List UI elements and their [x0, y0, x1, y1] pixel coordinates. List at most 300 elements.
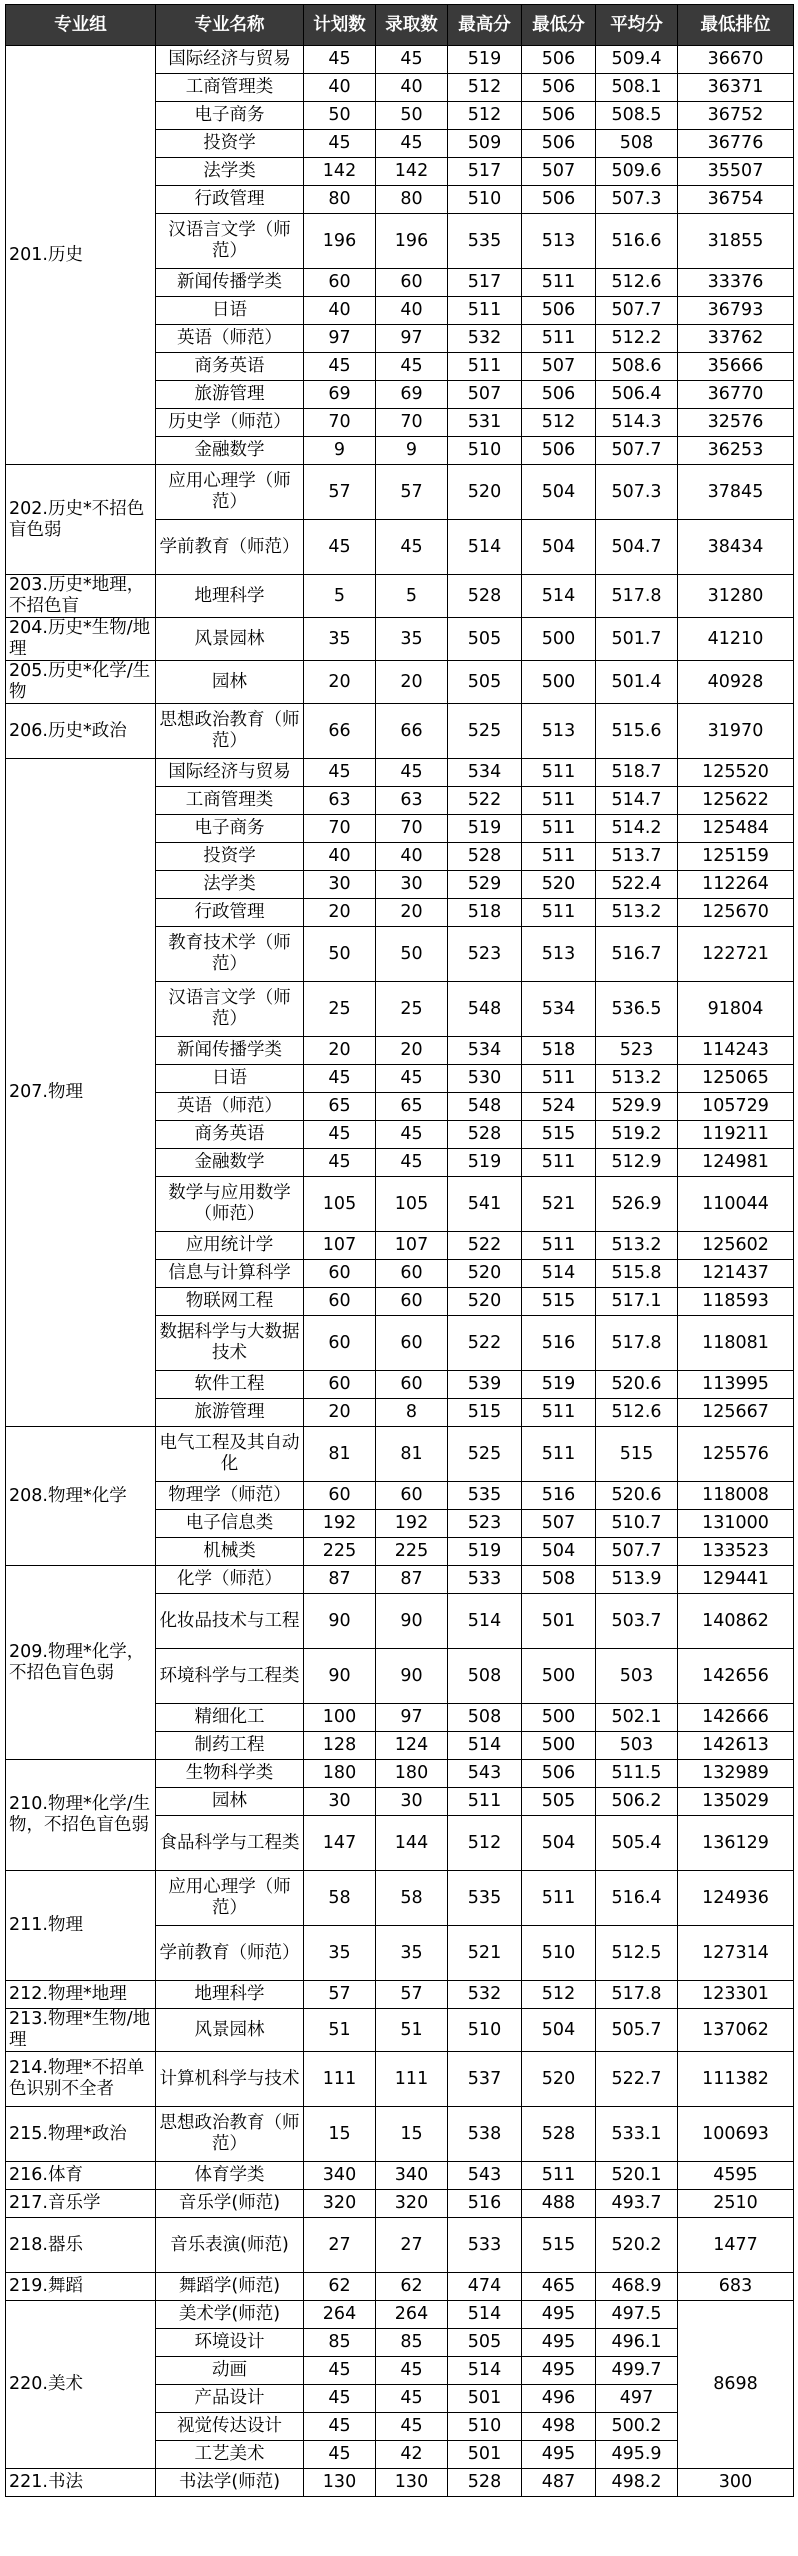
major-name-cell: 思想政治教育（师范） [156, 704, 304, 759]
admitted-count-cell: 57 [376, 1981, 448, 2009]
max-score-cell: 520 [448, 1260, 522, 1288]
avg-score-cell: 468.9 [596, 2273, 678, 2301]
min-rank-cell: 8698 [678, 2301, 794, 2469]
min-score-cell: 511 [522, 1871, 596, 1926]
max-score-cell: 511 [448, 297, 522, 325]
max-score-cell: 514 [448, 2357, 522, 2385]
table-row [6, 1427, 794, 1482]
max-score-cell: 529 [448, 871, 522, 899]
avg-score-cell: 512.5 [596, 1926, 678, 1981]
max-score-cell: 531 [448, 409, 522, 437]
admission-table-container [5, 4, 793, 2497]
avg-score-cell: 515 [596, 1427, 678, 1482]
table-row [6, 661, 794, 704]
plan-count-cell: 27 [304, 2218, 376, 2273]
min-score-cell: 496 [522, 2385, 596, 2413]
plan-count-cell: 45 [304, 1149, 376, 1177]
admitted-count-cell: 51 [376, 2009, 448, 2052]
plan-count-cell: 105 [304, 1177, 376, 1232]
admitted-count-cell: 66 [376, 704, 448, 759]
min-rank-cell: 125159 [678, 843, 794, 871]
avg-score-cell: 500.2 [596, 2413, 678, 2441]
major-name-cell: 新闻传播学类 [156, 1037, 304, 1065]
max-score-cell: 517 [448, 269, 522, 297]
plan-count-cell: 100 [304, 1704, 376, 1732]
admitted-count-cell: 90 [376, 1594, 448, 1649]
table-header-row [6, 5, 794, 46]
admission-score-table [5, 4, 794, 2497]
table-row [6, 2190, 794, 2218]
max-score-cell: 523 [448, 927, 522, 982]
group-name-cell: 201.历史 [6, 46, 156, 465]
min-rank-cell: 114243 [678, 1037, 794, 1065]
plan-count-cell: 51 [304, 2009, 376, 2052]
max-score-cell: 512 [448, 102, 522, 130]
table-row [6, 759, 794, 787]
min-score-cell: 504 [522, 1538, 596, 1566]
admitted-count-cell: 58 [376, 1871, 448, 1926]
admitted-count-cell: 97 [376, 1704, 448, 1732]
major-name-cell: 应用统计学 [156, 1232, 304, 1260]
major-name-cell: 法学类 [156, 158, 304, 186]
plan-count-cell: 65 [304, 1093, 376, 1121]
min-rank-cell: 31280 [678, 575, 794, 618]
admitted-count-cell: 20 [376, 899, 448, 927]
major-name-cell: 英语（师范） [156, 325, 304, 353]
min-rank-cell: 100693 [678, 2107, 794, 2162]
major-name-cell: 工商管理类 [156, 787, 304, 815]
major-name-cell: 英语（师范） [156, 1093, 304, 1121]
max-score-cell: 534 [448, 759, 522, 787]
major-name-cell: 精细化工 [156, 1704, 304, 1732]
group-name-cell: 215.物理*政治 [6, 2107, 156, 2162]
avg-score-cell: 526.9 [596, 1177, 678, 1232]
max-score-cell: 514 [448, 1732, 522, 1760]
min-rank-cell: 113995 [678, 1371, 794, 1399]
max-score-cell: 535 [448, 1482, 522, 1510]
avg-score-cell: 505.4 [596, 1816, 678, 1871]
min-score-cell: 520 [522, 2052, 596, 2107]
avg-score-cell: 508 [596, 130, 678, 158]
min-score-cell: 520 [522, 871, 596, 899]
admitted-count-cell: 35 [376, 1926, 448, 1981]
plan-count-cell: 180 [304, 1760, 376, 1788]
avg-score-cell: 503 [596, 1732, 678, 1760]
admitted-count-cell: 5 [376, 575, 448, 618]
max-score-cell: 517 [448, 158, 522, 186]
header-major: 专业名称 [156, 5, 304, 46]
plan-count-cell: 90 [304, 1594, 376, 1649]
plan-count-cell: 35 [304, 1926, 376, 1981]
admitted-count-cell: 40 [376, 74, 448, 102]
min-score-cell: 500 [522, 618, 596, 661]
group-name-cell: 211.物理 [6, 1871, 156, 1981]
min-rank-cell: 135029 [678, 1788, 794, 1816]
header-plan: 计划数 [304, 5, 376, 46]
avg-score-cell: 501.7 [596, 618, 678, 661]
plan-count-cell: 45 [304, 2441, 376, 2469]
min-rank-cell: 124936 [678, 1871, 794, 1926]
min-rank-cell: 118593 [678, 1288, 794, 1316]
min-score-cell: 512 [522, 409, 596, 437]
min-rank-cell: 41210 [678, 618, 794, 661]
avg-score-cell: 513.2 [596, 899, 678, 927]
admitted-count-cell: 97 [376, 325, 448, 353]
min-score-cell: 513 [522, 704, 596, 759]
table-row [6, 1760, 794, 1788]
header-max-score: 最高分 [448, 5, 522, 46]
plan-count-cell: 97 [304, 325, 376, 353]
min-score-cell: 505 [522, 1788, 596, 1816]
min-rank-cell: 36793 [678, 297, 794, 325]
max-score-cell: 521 [448, 1926, 522, 1981]
max-score-cell: 514 [448, 520, 522, 575]
table-row [6, 2052, 794, 2107]
group-name-cell: 207.物理 [6, 759, 156, 1427]
min-score-cell: 506 [522, 46, 596, 74]
avg-score-cell: 503.7 [596, 1594, 678, 1649]
max-score-cell: 505 [448, 661, 522, 704]
min-score-cell: 504 [522, 1816, 596, 1871]
max-score-cell: 515 [448, 1399, 522, 1427]
admitted-count-cell: 20 [376, 1037, 448, 1065]
min-score-cell: 511 [522, 815, 596, 843]
max-score-cell: 530 [448, 1065, 522, 1093]
avg-score-cell: 522.7 [596, 2052, 678, 2107]
avg-score-cell: 517.8 [596, 575, 678, 618]
admitted-count-cell: 50 [376, 102, 448, 130]
min-score-cell: 504 [522, 465, 596, 520]
plan-count-cell: 90 [304, 1649, 376, 1704]
avg-score-cell: 522.4 [596, 871, 678, 899]
min-score-cell: 506 [522, 74, 596, 102]
avg-score-cell: 514.3 [596, 409, 678, 437]
group-name-cell: 213.物理*生物/地理 [6, 2009, 156, 2052]
min-rank-cell: 129441 [678, 1566, 794, 1594]
table-row [6, 2009, 794, 2052]
max-score-cell: 508 [448, 1649, 522, 1704]
min-rank-cell: 119211 [678, 1121, 794, 1149]
min-score-cell: 511 [522, 1427, 596, 1482]
min-rank-cell: 36752 [678, 102, 794, 130]
min-rank-cell: 125484 [678, 815, 794, 843]
group-name-cell: 219.舞蹈 [6, 2273, 156, 2301]
major-name-cell: 教育技术学（师范） [156, 927, 304, 982]
min-rank-cell: 125520 [678, 759, 794, 787]
admitted-count-cell: 15 [376, 2107, 448, 2162]
major-name-cell: 体育学类 [156, 2162, 304, 2190]
admitted-count-cell: 124 [376, 1732, 448, 1760]
avg-score-cell: 493.7 [596, 2190, 678, 2218]
min-score-cell: 506 [522, 130, 596, 158]
admitted-count-cell: 45 [376, 2413, 448, 2441]
plan-count-cell: 69 [304, 381, 376, 409]
max-score-cell: 516 [448, 2190, 522, 2218]
max-score-cell: 532 [448, 325, 522, 353]
min-rank-cell: 125065 [678, 1065, 794, 1093]
table-row [6, 2469, 794, 2497]
min-rank-cell: 124981 [678, 1149, 794, 1177]
avg-score-cell: 505.7 [596, 2009, 678, 2052]
major-name-cell: 历史学（师范） [156, 409, 304, 437]
min-rank-cell: 131000 [678, 1510, 794, 1538]
avg-score-cell: 511.5 [596, 1760, 678, 1788]
min-rank-cell: 31855 [678, 214, 794, 269]
min-rank-cell: 136129 [678, 1816, 794, 1871]
min-score-cell: 524 [522, 1093, 596, 1121]
avg-score-cell: 497.5 [596, 2301, 678, 2329]
header-min-rank: 最低排位 [678, 5, 794, 46]
plan-count-cell: 35 [304, 618, 376, 661]
major-name-cell: 舞蹈学(师范) [156, 2273, 304, 2301]
avg-score-cell: 501.4 [596, 661, 678, 704]
admitted-count-cell: 45 [376, 1149, 448, 1177]
group-name-cell: 212.物理*地理 [6, 1981, 156, 2009]
major-name-cell: 音乐表演(师范) [156, 2218, 304, 2273]
admitted-count-cell: 35 [376, 618, 448, 661]
plan-count-cell: 20 [304, 661, 376, 704]
major-name-cell: 环境科学与工程类 [156, 1649, 304, 1704]
major-name-cell: 美术学(师范) [156, 2301, 304, 2329]
min-rank-cell: 132989 [678, 1760, 794, 1788]
min-rank-cell: 125667 [678, 1399, 794, 1427]
avg-score-cell: 507.7 [596, 297, 678, 325]
min-rank-cell: 37845 [678, 465, 794, 520]
avg-score-cell: 508.1 [596, 74, 678, 102]
plan-count-cell: 57 [304, 465, 376, 520]
admitted-count-cell: 264 [376, 2301, 448, 2329]
plan-count-cell: 85 [304, 2329, 376, 2357]
avg-score-cell: 507.3 [596, 186, 678, 214]
major-name-cell: 制药工程 [156, 1732, 304, 1760]
plan-count-cell: 107 [304, 1232, 376, 1260]
max-score-cell: 512 [448, 74, 522, 102]
max-score-cell: 501 [448, 2441, 522, 2469]
avg-score-cell: 508.6 [596, 353, 678, 381]
min-rank-cell: 300 [678, 2469, 794, 2497]
min-score-cell: 495 [522, 2441, 596, 2469]
plan-count-cell: 30 [304, 871, 376, 899]
avg-score-cell: 520.6 [596, 1371, 678, 1399]
major-name-cell: 产品设计 [156, 2385, 304, 2413]
max-score-cell: 501 [448, 2385, 522, 2413]
max-score-cell: 511 [448, 353, 522, 381]
min-rank-cell: 35507 [678, 158, 794, 186]
major-name-cell: 物理学（师范） [156, 1482, 304, 1510]
major-name-cell: 书法学(师范) [156, 2469, 304, 2497]
admitted-count-cell: 60 [376, 269, 448, 297]
min-rank-cell: 123301 [678, 1981, 794, 2009]
min-score-cell: 498 [522, 2413, 596, 2441]
plan-count-cell: 196 [304, 214, 376, 269]
admitted-count-cell: 65 [376, 1093, 448, 1121]
min-score-cell: 501 [522, 1594, 596, 1649]
min-rank-cell: 91804 [678, 982, 794, 1037]
max-score-cell: 535 [448, 1871, 522, 1926]
major-name-cell: 园林 [156, 1788, 304, 1816]
major-name-cell: 法学类 [156, 871, 304, 899]
min-score-cell: 511 [522, 325, 596, 353]
avg-score-cell: 513.7 [596, 843, 678, 871]
admitted-count-cell: 340 [376, 2162, 448, 2190]
group-name-cell: 202.历史*不招色盲色弱 [6, 465, 156, 575]
major-name-cell: 商务英语 [156, 353, 304, 381]
min-score-cell: 495 [522, 2301, 596, 2329]
min-rank-cell: 36371 [678, 74, 794, 102]
max-score-cell: 519 [448, 46, 522, 74]
min-rank-cell: 125576 [678, 1427, 794, 1482]
max-score-cell: 505 [448, 618, 522, 661]
group-name-cell: 206.历史*政治 [6, 704, 156, 759]
min-score-cell: 506 [522, 297, 596, 325]
admitted-count-cell: 45 [376, 520, 448, 575]
max-score-cell: 510 [448, 437, 522, 465]
max-score-cell: 535 [448, 214, 522, 269]
max-score-cell: 510 [448, 186, 522, 214]
avg-score-cell: 510.7 [596, 1510, 678, 1538]
min-rank-cell: 125622 [678, 787, 794, 815]
avg-score-cell: 504.7 [596, 520, 678, 575]
max-score-cell: 519 [448, 815, 522, 843]
plan-count-cell: 9 [304, 437, 376, 465]
min-rank-cell: 118081 [678, 1316, 794, 1371]
min-score-cell: 508 [522, 1566, 596, 1594]
table-body [6, 46, 794, 2497]
min-score-cell: 516 [522, 1482, 596, 1510]
admitted-count-cell: 45 [376, 46, 448, 74]
min-score-cell: 507 [522, 353, 596, 381]
admitted-count-cell: 60 [376, 1260, 448, 1288]
major-name-cell: 学前教育（师范） [156, 1926, 304, 1981]
admitted-count-cell: 81 [376, 1427, 448, 1482]
major-name-cell: 信息与计算科学 [156, 1260, 304, 1288]
min-score-cell: 495 [522, 2329, 596, 2357]
major-name-cell: 生物科学类 [156, 1760, 304, 1788]
avg-score-cell: 516.4 [596, 1871, 678, 1926]
max-score-cell: 533 [448, 1566, 522, 1594]
min-score-cell: 516 [522, 1316, 596, 1371]
major-name-cell: 汉语言文学（师范） [156, 214, 304, 269]
admitted-count-cell: 192 [376, 1510, 448, 1538]
major-name-cell: 工艺美术 [156, 2441, 304, 2469]
plan-count-cell: 40 [304, 843, 376, 871]
admitted-count-cell: 69 [376, 381, 448, 409]
major-name-cell: 动画 [156, 2357, 304, 2385]
min-rank-cell: 112264 [678, 871, 794, 899]
plan-count-cell: 45 [304, 759, 376, 787]
admitted-count-cell: 20 [376, 661, 448, 704]
max-score-cell: 539 [448, 1371, 522, 1399]
admitted-count-cell: 50 [376, 927, 448, 982]
admitted-count-cell: 142 [376, 158, 448, 186]
major-name-cell: 日语 [156, 297, 304, 325]
plan-count-cell: 225 [304, 1538, 376, 1566]
avg-score-cell: 513.9 [596, 1566, 678, 1594]
plan-count-cell: 40 [304, 297, 376, 325]
avg-score-cell: 507.3 [596, 465, 678, 520]
admitted-count-cell: 42 [376, 2441, 448, 2469]
avg-score-cell: 516.7 [596, 927, 678, 982]
min-score-cell: 511 [522, 843, 596, 871]
table-row [6, 1981, 794, 2009]
plan-count-cell: 60 [304, 1316, 376, 1371]
plan-count-cell: 15 [304, 2107, 376, 2162]
avg-score-cell: 509.6 [596, 158, 678, 186]
major-name-cell: 商务英语 [156, 1121, 304, 1149]
table-row [6, 465, 794, 520]
max-score-cell: 532 [448, 1981, 522, 2009]
avg-score-cell: 536.5 [596, 982, 678, 1037]
group-name-cell: 204.历史*生物/地理 [6, 618, 156, 661]
max-score-cell: 520 [448, 1288, 522, 1316]
plan-count-cell: 60 [304, 1482, 376, 1510]
min-rank-cell: 125670 [678, 899, 794, 927]
group-name-cell: 220.美术 [6, 2301, 156, 2469]
min-score-cell: 511 [522, 1149, 596, 1177]
major-name-cell: 计算机科学与技术 [156, 2052, 304, 2107]
min-score-cell: 507 [522, 158, 596, 186]
avg-score-cell: 507.7 [596, 1538, 678, 1566]
min-rank-cell: 32576 [678, 409, 794, 437]
admitted-count-cell: 70 [376, 815, 448, 843]
min-rank-cell: 31970 [678, 704, 794, 759]
major-name-cell: 电子商务 [156, 102, 304, 130]
min-score-cell: 515 [522, 1121, 596, 1149]
min-rank-cell: 110044 [678, 1177, 794, 1232]
admitted-count-cell: 90 [376, 1649, 448, 1704]
min-rank-cell: 36754 [678, 186, 794, 214]
max-score-cell: 520 [448, 465, 522, 520]
plan-count-cell: 45 [304, 1065, 376, 1093]
table-row [6, 618, 794, 661]
min-rank-cell: 1477 [678, 2218, 794, 2273]
plan-count-cell: 147 [304, 1816, 376, 1871]
major-name-cell: 行政管理 [156, 186, 304, 214]
admitted-count-cell: 30 [376, 1788, 448, 1816]
avg-score-cell: 529.9 [596, 1093, 678, 1121]
major-name-cell: 视觉传达设计 [156, 2413, 304, 2441]
group-name-cell: 217.音乐学 [6, 2190, 156, 2218]
major-name-cell: 电子信息类 [156, 1510, 304, 1538]
major-name-cell: 日语 [156, 1065, 304, 1093]
max-score-cell: 548 [448, 982, 522, 1037]
max-score-cell: 512 [448, 1816, 522, 1871]
group-name-cell: 218.器乐 [6, 2218, 156, 2273]
max-score-cell: 511 [448, 1788, 522, 1816]
min-rank-cell: 137062 [678, 2009, 794, 2052]
admitted-count-cell: 30 [376, 871, 448, 899]
plan-count-cell: 80 [304, 186, 376, 214]
min-rank-cell: 683 [678, 2273, 794, 2301]
admitted-count-cell: 130 [376, 2469, 448, 2497]
plan-count-cell: 70 [304, 815, 376, 843]
avg-score-cell: 514.2 [596, 815, 678, 843]
admitted-count-cell: 57 [376, 465, 448, 520]
admitted-count-cell: 45 [376, 2357, 448, 2385]
max-score-cell: 523 [448, 1510, 522, 1538]
admitted-count-cell: 225 [376, 1538, 448, 1566]
header-avg-score: 平均分 [596, 5, 678, 46]
group-name-cell: 205.历史*化学/生物 [6, 661, 156, 704]
plan-count-cell: 264 [304, 2301, 376, 2329]
plan-count-cell: 20 [304, 1399, 376, 1427]
min-rank-cell: 142613 [678, 1732, 794, 1760]
min-score-cell: 534 [522, 982, 596, 1037]
admitted-count-cell: 45 [376, 759, 448, 787]
max-score-cell: 510 [448, 2413, 522, 2441]
admitted-count-cell: 180 [376, 1760, 448, 1788]
max-score-cell: 474 [448, 2273, 522, 2301]
